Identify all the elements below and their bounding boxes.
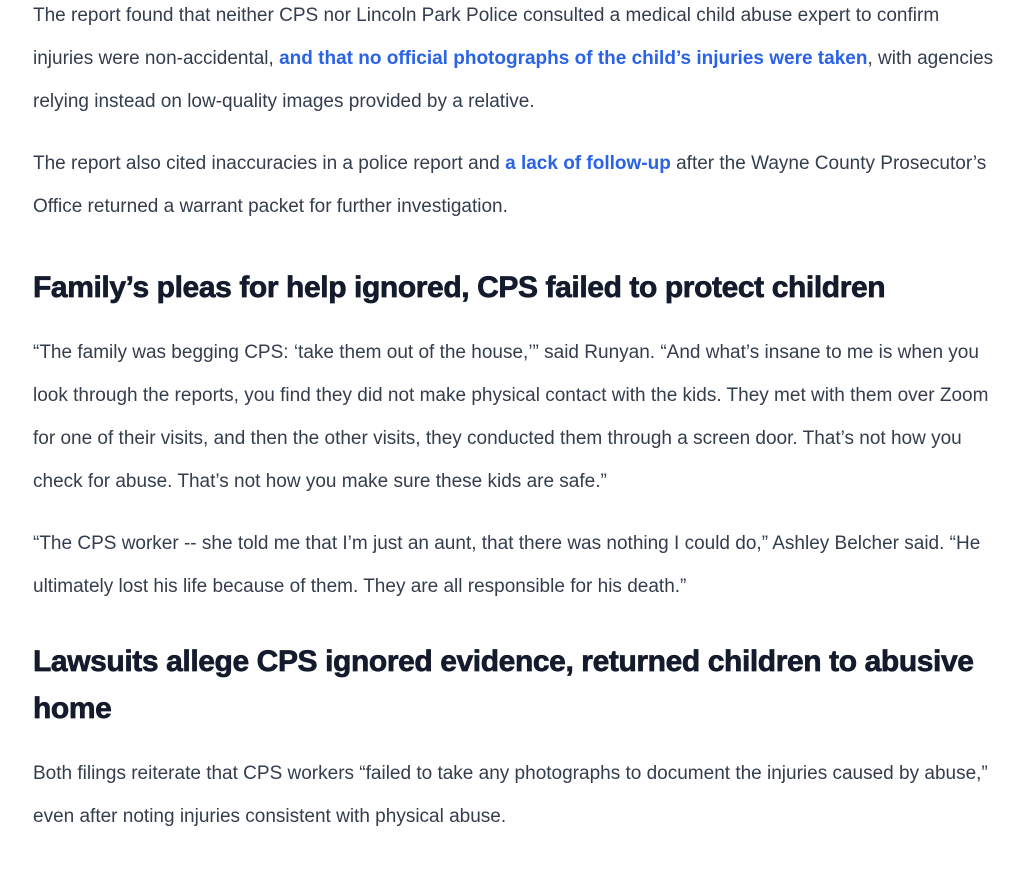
paragraph-text: , with agencies relying instead on low-quality images provided by a relative.: [33, 48, 994, 112]
paragraph-text: The report also cited inaccuracies in a police report and: [33, 153, 506, 174]
paragraph-filings-reiterate: Both filings reiterate that CPS workers “failed to take any photographs to document the injuries caused by abuse,” even after noting injuries consistent with physical abuse.: [33, 763, 988, 827]
paragraph-text: The report found that neither CPS nor Lincoln Park Police consulted a medical child abuse expert to confirm injuries were non-accidental,: [33, 5, 940, 69]
paragraph-text: after the Wayne County Prosecutor’s Office returned a warrant packet for further investigation.: [33, 153, 987, 217]
inline-link-no-official-photographs[interactable]: and that no official photographs of the child’s injuries were taken: [279, 48, 868, 69]
paragraph-police-report-inaccuracies: [33, 142, 995, 228]
paragraph-runyan-quote: “The family was begging CPS: ‘take them out of the house,’” said Runyan. “And what’s insane to me is when you look through the reports, you find they did not make physical contact with the kids. They met with them over Zoom for one of their visits, and then the other visits, they conducted them through a screen door. That’s not how you check for abuse. That’s not how you make sure these kids are safe.”: [33, 342, 989, 492]
section-heading-lawsuits-allege: Lawsuits allege CPS ignored evidence, returned children to abusive home: [33, 645, 974, 725]
paragraph-report-findings: [33, 0, 995, 123]
paragraph-belcher-quote: “The CPS worker -- she told me that I’m just an aunt, that there was nothing I could do,” Ashley Belcher said. “He ultimately lost his life because of them. They are all responsible for his death.”: [33, 533, 981, 597]
inline-link-lack-of-follow-up[interactable]: a lack of follow-up: [505, 153, 671, 174]
section-heading-family-pleas: Family’s pleas for help ignored, CPS failed to protect children: [33, 271, 886, 304]
